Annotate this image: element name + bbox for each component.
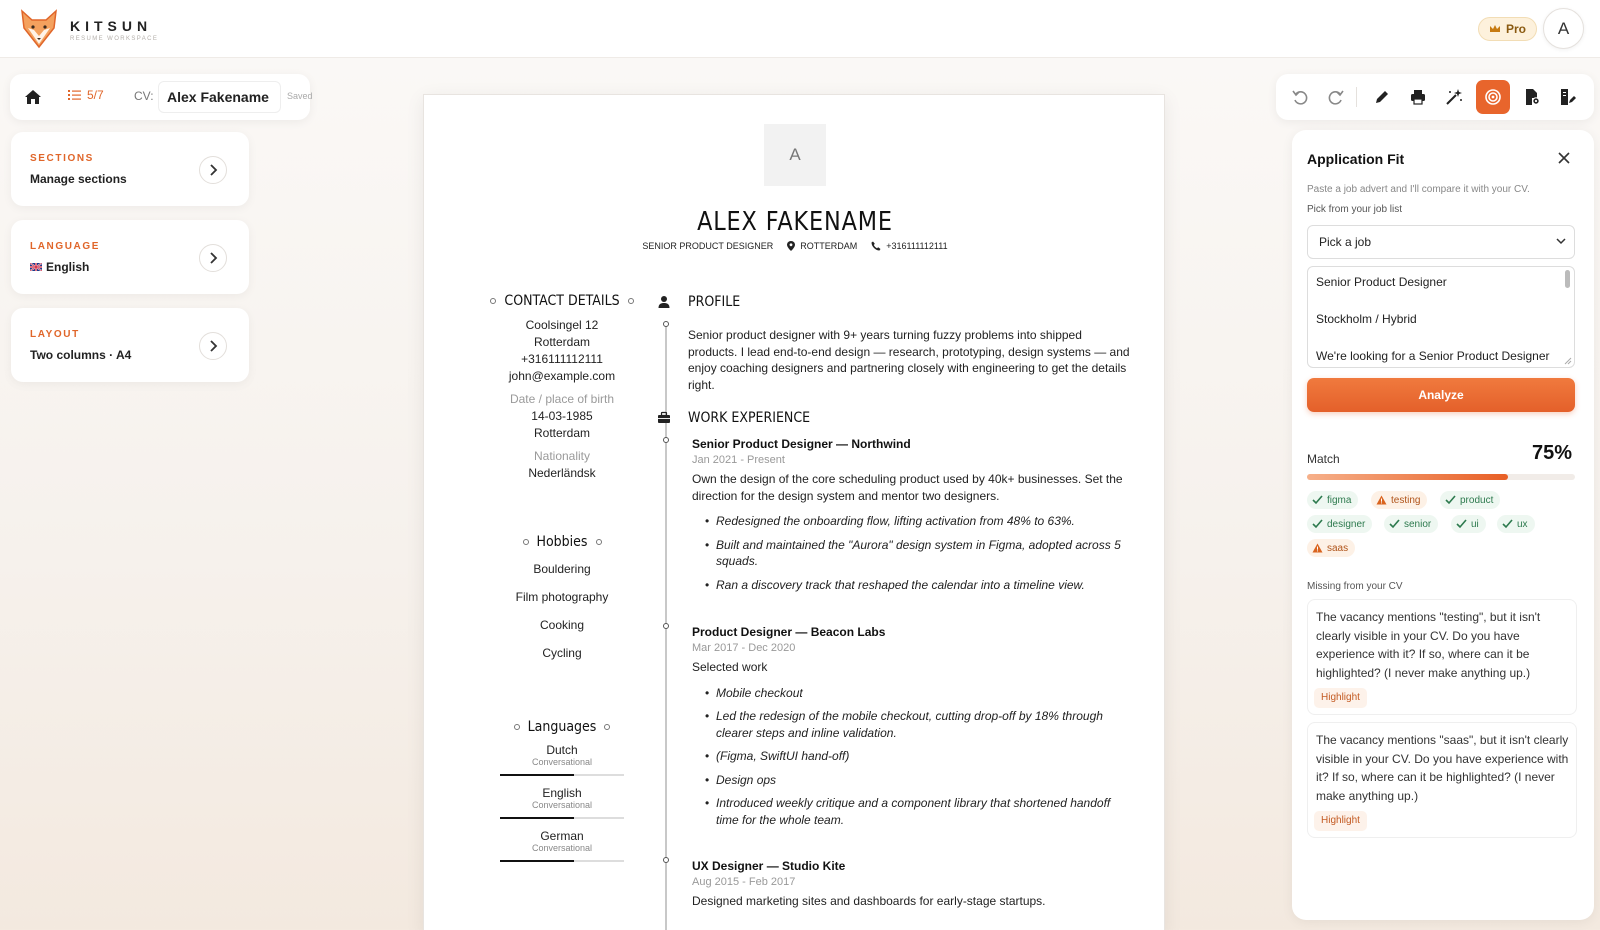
keyword-text: figma (1327, 494, 1352, 506)
hobby-item: Cycling (542, 646, 582, 660)
fox-logo-icon[interactable] (18, 8, 60, 50)
contact-heading (464, 293, 660, 309)
ring-icon (596, 539, 602, 545)
keyword-text: saas (1327, 542, 1349, 554)
languages-heading (464, 719, 660, 735)
textarea-line: We're looking for a Senior Product Designer (1316, 349, 1550, 363)
keyword-chip (1371, 491, 1427, 509)
brand-tagline: RESUME WORKSPACE (70, 36, 159, 42)
keyword-chip (1440, 491, 1500, 509)
job-bullets (692, 513, 1124, 593)
close-icon[interactable] (1556, 150, 1572, 166)
hobby-item: Film photography (515, 590, 609, 604)
keyword-chip (1307, 539, 1355, 557)
chevron-right-icon[interactable] (199, 156, 227, 184)
nationality-value: Nederländsk (528, 466, 596, 480)
match-value: 75% (1532, 442, 1573, 464)
meta-phone: +316111112111 (886, 241, 948, 251)
keyword-text: testing (1391, 494, 1421, 506)
analyze-button[interactable]: Analyze (1307, 378, 1575, 412)
layout-kicker: LAYOUT (30, 329, 80, 340)
hobby-item: Bouldering (533, 562, 591, 576)
job-advert-textarea[interactable] (1307, 266, 1575, 368)
language-row (500, 786, 624, 829)
dob-value: 14-03-1985 (531, 409, 593, 423)
language-name: Dutch (546, 743, 578, 757)
work-heading: WORK EXPERIENCE (688, 410, 811, 426)
contact-phone: +316111112111 (521, 352, 603, 366)
hobby-item: Cooking (539, 618, 585, 632)
language-name: English (542, 786, 582, 800)
meta-role: SENIOR PRODUCT DESIGNER (642, 241, 774, 251)
top-bar (0, 0, 1600, 58)
job-bullet: • Led the redesign of the mobile checkout, cutting drop-off by 18% through clearer steps and inline validation. (716, 708, 1124, 741)
job-entry (692, 859, 1124, 910)
job-select[interactable] (1307, 225, 1575, 259)
language-level: Conversational (531, 757, 593, 767)
pick-job-label: Pick from your job list (1307, 204, 1403, 215)
birthplace-value: Rotterdam (533, 426, 591, 440)
contact-address1: Coolsingel 12 (525, 318, 599, 332)
cv-toolbar (10, 74, 313, 120)
document-settings-icon[interactable] (1518, 83, 1546, 111)
job-select-value: Pick a job (1319, 235, 1372, 249)
contact-email: john@example.com (508, 369, 616, 383)
save-status: Saved (287, 91, 313, 101)
languages-heading-text: Languages (527, 719, 597, 735)
resume-preview[interactable] (423, 94, 1165, 930)
checklist-icon (68, 89, 81, 101)
textarea-scrollbar[interactable] (1565, 270, 1570, 288)
match-label: Match (1307, 452, 1340, 466)
fit-subtitle: Paste a job advert and I'll compare it with your CV. (1307, 184, 1530, 195)
profile-heading: PROFILE (688, 294, 741, 310)
job-bullet: • Mobile checkout (716, 685, 1124, 702)
ring-icon (523, 539, 529, 545)
language-level-fill (500, 774, 574, 776)
editor-toolbar (1276, 74, 1594, 120)
job-title: UX Designer — Studio Kite (692, 859, 846, 873)
check-icon (1312, 495, 1323, 505)
job-summary: Own the design of the core scheduling product used by 40k+ businesses. Set the direction for the design system and mentor two designers. (692, 472, 1123, 503)
brand (70, 18, 158, 42)
check-icon (1445, 495, 1456, 505)
application-fit-panel (1292, 130, 1594, 920)
language-value: English (46, 260, 90, 274)
check-icon (1502, 519, 1513, 529)
person-icon (657, 295, 671, 309)
keyword-text: ux (1517, 518, 1528, 530)
keyword-chip (1384, 515, 1438, 533)
contact-address2: Rotterdam (533, 335, 591, 349)
job-bullet: • Built and maintained the "Aurora" design system in Figma, adopted across 5 squads. (716, 537, 1124, 570)
user-avatar[interactable]: A (1543, 8, 1584, 49)
highlight-button[interactable]: Highlight (1314, 811, 1367, 831)
job-summary: Designed marketing sites and dashboards for early-stage startups. (692, 894, 1046, 908)
keyword-text: designer (1327, 518, 1366, 530)
language-level: Conversational (531, 843, 593, 853)
job-bullet: • (Figma, SwiftUI hand-off) (716, 748, 1124, 765)
language-level-bar (500, 817, 624, 819)
keyword-text: product (1460, 494, 1494, 506)
chevron-right-icon[interactable] (199, 244, 227, 272)
missing-card (1307, 599, 1577, 715)
language-name: German (540, 829, 584, 843)
resume-left-column (464, 293, 660, 872)
ring-icon (490, 298, 496, 304)
language-level-bar (500, 860, 624, 862)
language-row (500, 829, 624, 872)
print-icon[interactable] (1404, 83, 1432, 111)
resume-name: ALEX FAKENAME (697, 207, 893, 237)
timeline-dot (663, 623, 669, 629)
resume-meta (424, 241, 1166, 251)
ring-icon (604, 724, 610, 730)
job-dates: Jan 2021 - Present (692, 454, 785, 466)
keyword-chip (1307, 515, 1372, 533)
check-icon (1456, 519, 1467, 529)
warning-icon (1376, 495, 1387, 505)
job-dates: Aug 2015 - Feb 2017 (692, 876, 796, 888)
missing-text: The vacancy mentions "saas", but it isn't clearly visible in your CV. Do you have experience with it? If so, where can it be highlighted? (I never make anything up.) (1316, 733, 1569, 803)
job-bullets (692, 685, 1124, 829)
pencil-icon[interactable] (1368, 83, 1396, 111)
check-icon (1389, 519, 1400, 529)
warning-icon (1312, 543, 1323, 553)
language-level-fill (500, 817, 574, 819)
missing-text: The vacancy mentions "testing", but it isn't clearly visible in your CV. Do you have experience with it? If so, where can it be highlighted? (I never make anything up.) (1316, 610, 1541, 680)
language-level-bar (500, 774, 624, 776)
brand-name: KITSUN (70, 18, 153, 34)
job-title: Product Designer — Beacon Labs (692, 625, 886, 639)
uk-flag-icon (30, 263, 42, 271)
language-row (500, 743, 624, 786)
timeline-dot (663, 857, 669, 863)
missing-label: Missing from your CV (1307, 581, 1403, 592)
language-card[interactable] (11, 220, 249, 294)
ring-icon (628, 298, 634, 304)
layout-card[interactable] (11, 308, 249, 382)
briefcase-icon (657, 411, 671, 425)
pro-badge[interactable] (1478, 17, 1537, 41)
chevron-down-icon (1556, 238, 1566, 245)
language-value-wrap (30, 260, 89, 274)
location-pin-icon (787, 241, 795, 251)
job-bullet: • Introduced weekly critique and a component library that shortened handoff time for the whole team. (716, 795, 1124, 828)
fit-title: Application Fit (1307, 151, 1405, 167)
keyword-text: senior (1404, 518, 1432, 530)
redo-icon[interactable] (1322, 83, 1350, 111)
job-summary: Selected work (692, 660, 768, 674)
cv-label: CV: (134, 89, 154, 103)
cv-name-input[interactable]: Alex Fakename (158, 81, 281, 113)
magic-wand-icon[interactable] (1440, 83, 1468, 111)
missing-card (1307, 722, 1577, 838)
crown-icon (1489, 24, 1501, 34)
keyword-chip (1307, 491, 1358, 509)
check-icon (1312, 519, 1323, 529)
timeline-dot (663, 321, 669, 327)
job-dates: Mar 2017 - Dec 2020 (692, 642, 796, 654)
sections-value: Manage sections (30, 172, 127, 186)
meta-city-wrap (787, 241, 857, 251)
meta-city: ROTTERDAM (800, 241, 858, 251)
job-title: Senior Product Designer — Northwind (692, 437, 911, 451)
sections-card[interactable] (11, 132, 249, 206)
home-icon[interactable] (22, 86, 44, 108)
job-entry (692, 437, 1124, 600)
job-bullet: • Redesigned the onboarding flow, lifting activation from 48% to 63%. (716, 513, 1124, 530)
ring-icon (514, 724, 520, 730)
language-kicker: LANGUAGE (30, 241, 101, 252)
highlight-button[interactable]: Highlight (1314, 688, 1367, 708)
hobbies-heading (464, 534, 660, 550)
document-edit-icon[interactable] (1554, 83, 1582, 111)
contact-heading-text: CONTACT DETAILS (504, 293, 620, 309)
hobbies-heading-text: Hobbies (536, 534, 588, 550)
toolbar-divider (1356, 87, 1357, 107)
profile-photo-placeholder[interactable]: A (764, 124, 826, 186)
pro-label: Pro (1506, 22, 1527, 36)
textarea-line: Senior Product Designer (1316, 275, 1447, 289)
job-entry (692, 625, 1124, 835)
sections-kicker: SECTIONS (30, 153, 94, 164)
keyword-chip (1451, 515, 1486, 533)
section-progress[interactable] (68, 88, 104, 102)
textarea-line: Stockholm / Hybrid (1316, 312, 1417, 326)
keyword-chip (1497, 515, 1535, 533)
layout-value: Two columns · A4 (30, 348, 132, 362)
target-icon[interactable] (1476, 80, 1510, 114)
keyword-text: ui (1471, 518, 1479, 530)
match-progress-bar (1307, 474, 1575, 480)
job-bullet: • Design ops (716, 772, 1124, 789)
resize-grip-icon[interactable] (1564, 357, 1572, 365)
meta-phone-wrap (871, 241, 947, 251)
dob-label: Date / place of birth (509, 392, 615, 406)
phone-icon (871, 241, 881, 251)
profile-text: Senior product designer with 9+ years turning fuzzy problems into shipped products. I lead end-to-end design — research, prototyping, design systems — and enjoy coaching designers and partnering closely with engineering to get the details right. (688, 328, 1130, 392)
match-progress-fill (1307, 474, 1508, 480)
nationality-label: Nationality (533, 449, 591, 463)
language-level-fill (500, 860, 574, 862)
timeline-dot (663, 437, 669, 443)
job-bullet: • Ran a discovery track that reshaped the calendar into a timeline view. (716, 577, 1124, 594)
language-level: Conversational (531, 800, 593, 810)
progress-count: 5/7 (87, 88, 104, 102)
chevron-right-icon[interactable] (199, 332, 227, 360)
undo-icon[interactable] (1286, 83, 1314, 111)
